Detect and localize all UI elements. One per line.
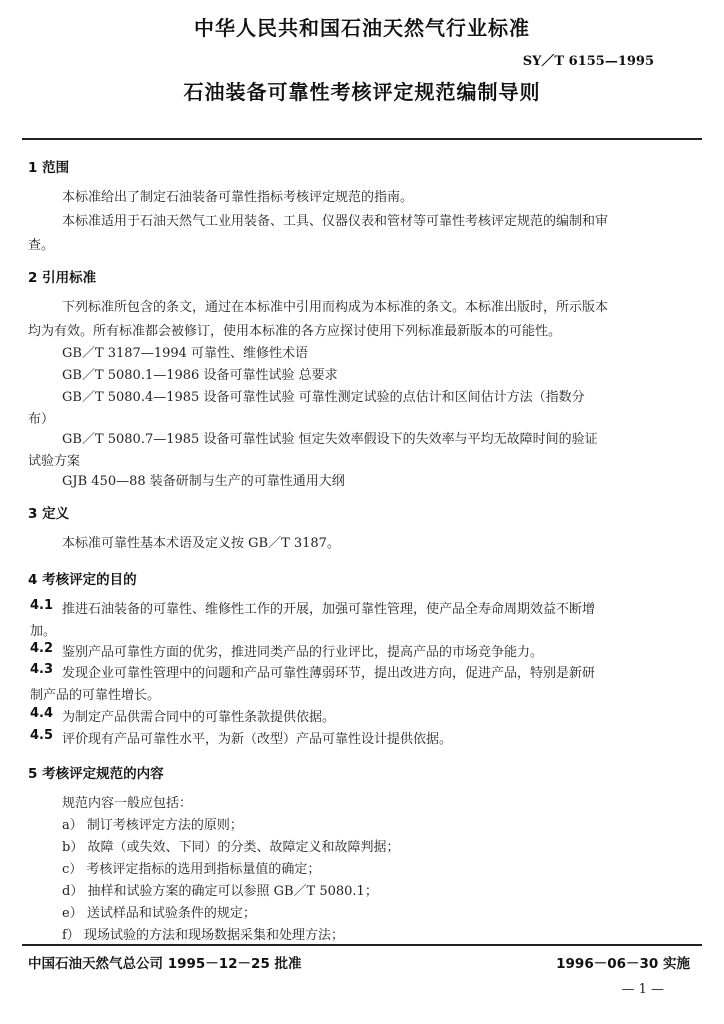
standard-number: SY／T 6155—1995 (522, 54, 654, 69)
clause-text: 评价现有产品可靠性水平，为新（改型）产品可靠性设计提供依据。 (62, 732, 453, 747)
document-title: 石油装备可靠性考核评定规范编制导则 (183, 80, 541, 104)
section-4-heading: 4 考核评定的目的 (28, 572, 137, 588)
clause-number: 4.5 (30, 728, 54, 743)
effective-date: 1996－06－30 实施 (556, 956, 690, 972)
clause-text: 推进石油装备的可靠性、维修性工作的开展，加强可靠性管理，使产品全寿命周期效益不断增 (62, 602, 596, 617)
clause-text: 鉴别产品可靠性方面的优劣，推进同类产品的行业评比，提高产品的市场竞争能力。 (62, 645, 544, 660)
reference-item: GB／T 5080.4—1985 设备可靠性试验 可靠性测定试验的点估计和区间估计方法（指数分 (62, 390, 585, 405)
clause-number: 4.3 (30, 662, 54, 677)
section-3-heading: 3 定义 (28, 506, 70, 522)
clause-text: 为制定产品供需合同中的可靠性条款提供依据。 (62, 710, 336, 725)
reference-item: 布） (28, 412, 55, 427)
section-2-intro: 下列标准所包含的条文，通过在本标准中引用而构成为本标准的条文。本标准出版时，所示版本 (62, 300, 609, 315)
reference-item: 试验方案 (28, 454, 81, 469)
section-1-para: 本标准适用于石油天然气工业用装备、工具、仪器仪表和管材等可靠性考核评定规范的编制和审 (62, 214, 609, 229)
section-5-intro: 规范内容一般应包括： (62, 796, 193, 811)
footer-rule (22, 944, 702, 946)
section-1-para: 本标准给出了制定石油装备可靠性指标考核评定规范的指南。 (62, 190, 414, 205)
clause-text: 加。 (30, 624, 57, 639)
list-item: d） 抽样和试验方案的确定可以参照 GB／T 5080.1； (62, 884, 378, 899)
list-item: e） 送试样品和试验条件的规定； (62, 906, 256, 921)
clause-number: 4.4 (30, 706, 54, 721)
reference-item: GB／T 5080.1—1986 设备可靠性试验 总要求 (62, 368, 338, 383)
clause-text: 制产品的可靠性增长。 (30, 688, 161, 703)
section-2-heading: 2 引用标准 (28, 270, 97, 286)
issuing-body: 中华人民共和国石油天然气行业标准 (194, 16, 530, 40)
clause-number: 4.1 (30, 598, 54, 613)
list-item: f） 现场试验的方法和现场数据采集和处理方法； (62, 928, 344, 943)
reference-item: GB／T 5080.7—1985 设备可靠性试验 恒定失效率假设下的失效率与平均无故障时间的验证 (62, 432, 598, 447)
page-number: — 1 — (621, 982, 664, 997)
clause-text: 发现企业可靠性管理中的问题和产品可靠性薄弱环节，提出改进方向，促进产品，特别是新研 (62, 666, 596, 681)
section-2-intro: 均为有效。所有标准都会被修订，使用本标准的各方应探讨使用下列标准最新版本的可能性。 (28, 324, 562, 339)
section-1-heading: 1 范围 (28, 160, 70, 176)
reference-item: GB／T 3187—1994 可靠性、维修性术语 (62, 346, 309, 361)
header-rule (22, 138, 702, 140)
list-item: a） 制订考核评定方法的原则； (62, 818, 243, 833)
list-item: b） 故障（或失效、下同）的分类、故障定义和故障判据； (62, 840, 400, 855)
section-3-para: 本标准可靠性基本术语及定义按 GB／T 3187。 (62, 536, 340, 551)
clause-number: 4.2 (30, 641, 54, 656)
approval-date: 中国石油天然气总公司 1995－12－25 批准 (28, 956, 302, 972)
section-1-para: 查。 (28, 238, 55, 253)
section-5-heading: 5 考核评定规范的内容 (28, 766, 164, 782)
list-item: c） 考核评定指标的选用到指标量值的确定； (62, 862, 321, 877)
reference-item: GJB 450—88 装备研制与生产的可靠性通用大纲 (62, 474, 345, 489)
